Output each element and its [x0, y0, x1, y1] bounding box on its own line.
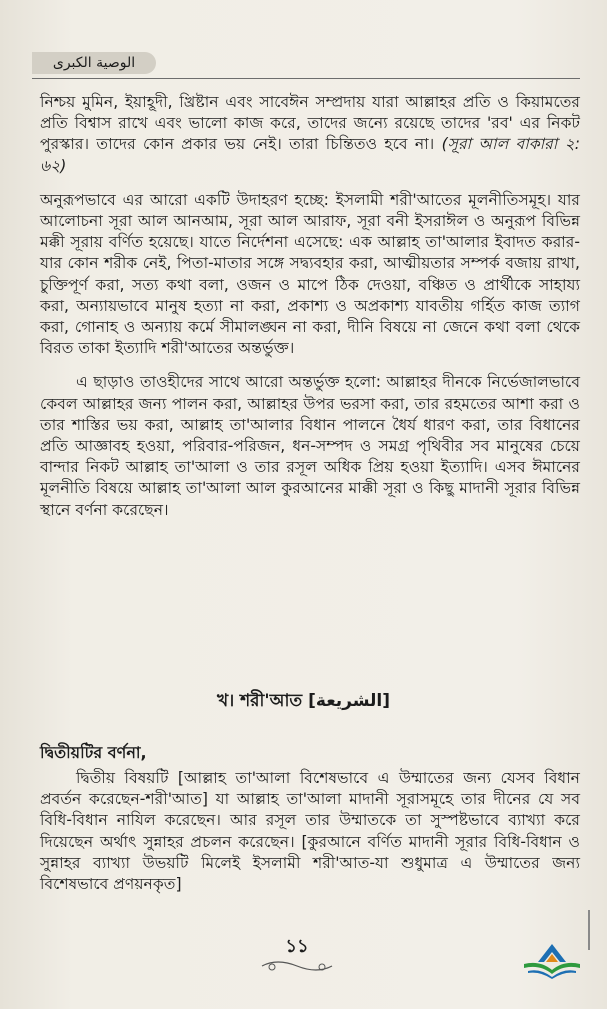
- page-number: ১১: [285, 936, 309, 957]
- quran-reference: (সূরা আল বাকারা ২: ৬২): [40, 135, 580, 175]
- running-title: الوصية الكبرى: [32, 52, 156, 74]
- paragraph-1: [40, 92, 580, 177]
- section-paragraph: দ্বিতীয় বিষয়টি [আল্লাহ তা'আলা বিশেষভাবে এ উম্মাতের জন্য যেসব বিধান প্রবর্তন করেছেন-শরী'আত] যা আল্লাহ তা'আলা মাদানী সূরাসমূহে তার দীনের যে সব বিধি-বিধান নাযিল করেছেন। আর রসূল তার উম্মাতকে তা সুস্পষ্টভাবে ব্যাখ্যা করে দিয়েছেন অর্থাৎ সুন্নাহর প্রচলন করেছেন। [কুরআনে বর্ণিত মাদানী সূরার বিধি-বিধান ও সুন্নাহর ব্যাখ্যা উভয়টি মিলেই ইসলামী শরী'আত-যা শুধুমাত্র এ উম্মাতের জন্য বিশেষভাবে প্রণয়নকৃত]: [40, 769, 580, 894]
- paragraph-3: এ ছাড়াও তাওহীদের সাথে আরো অন্তর্ভুক্ত হলো: আল্লাহর দীনকে নির্ভেজালভাবে কেবল আল্লাহর জন্য পালন করা, আল্লাহর উপর ভরসা করা, তার রহমতের আশা করা ও তার শাস্তির ভয় করা, আল্লাহ তা'আলার বিধান পালনে ধৈর্য ধারণ করা, তার বিধানের প্রতি আজ্ঞাবহ হওয়া, পরিবার-পরিজন, ধন-সম্পদ ও সমগ্র পৃথিবীর সব মানুষের চেয়ে বান্দার নিকট আল্লাহ তা'আলা ও তার রসূল অধিক প্রিয় হওয়া ইত্যাদি। এসব ঈমানের মূলনীতি বিষয়ে আল্লাহ তা'আলা আল কুরআনের মাক্কী সূরা ও কিছু মাদানী সূরার বিভিন্ন স্থানে বর্ণনা করেছেন।: [40, 373, 580, 519]
- header-rule: [32, 78, 580, 79]
- section-heading-label: খ। শরী'আত: [216, 691, 303, 711]
- subheading: দ্বিতীয়টির বর্ণনা,: [40, 743, 147, 762]
- section-heading-arabic: [الشريعة]: [308, 691, 391, 711]
- body-text: [40, 92, 580, 534]
- ornament-icon: [252, 958, 342, 974]
- section-heading: [0, 688, 607, 716]
- margin-line: [588, 910, 590, 950]
- paragraph-1-text: নিশ্চয় মুমিন, ইয়াহূদী, খ্রিষ্টান এবং সাবেঈন সম্প্রদায় যারা আল্লাহর প্রতি ও কিয়ামতের প্রতি বিশ্বাস রাখে এবং ভালো কাজ করে, তাদের জন্যে রয়েছে তাদের 'রব' এর নিকট পুরস্কার। তাদের কোন প্রকার ভয় নেই। তারা চিন্তিতও হবে না।: [40, 93, 580, 154]
- publisher-logo-icon: [520, 940, 584, 980]
- page-number-ornament: [252, 936, 342, 976]
- paragraph-2: অনুরূপভাবে এর আরো একটি উদাহরণ হচ্ছে: ইসলামী শরী'আতের মূলনীতিসমূহ। যার আলোচনা সূরা আল আনআম, সূরা আল আরাফ, সূরা বনী ইসরাঈল ও অনুরূপ বিভিন্ন মক্কী সূরায় বর্ণিত হয়েছে। যাতে নির্দেশনা এসেছে: এক আল্লাহ তা'আলার ইবাদত করার- যার কোন শরীক নেই, পিতা-মাতার সঙ্গে সদ্ব্যবহার করা, আত্মীয়তার সম্পর্ক বজায় রাখা, চুক্তিপূর্ণ করা, সত্য কথা বলা, ওজন ও মাপে ঠিক দেওয়া, বঞ্চিত ও প্রার্থীকে সাহায্য করা, অন্যায়ভাবে মানুষ হত্যা না করা, প্রকাশ্য ও অপ্রকাশ্য যাবতীয় গর্হিত কাজ ত্যাগ করা, গোনাহ ও অন্যায় কর্মে সীমালঙ্ঘন না করা, দীনি বিষয়ে না জেনে কথা বলা থেকে বিরত তাকা ইত্যাদি শরী'আতের অন্তর্ভুক্ত।: [40, 190, 580, 358]
